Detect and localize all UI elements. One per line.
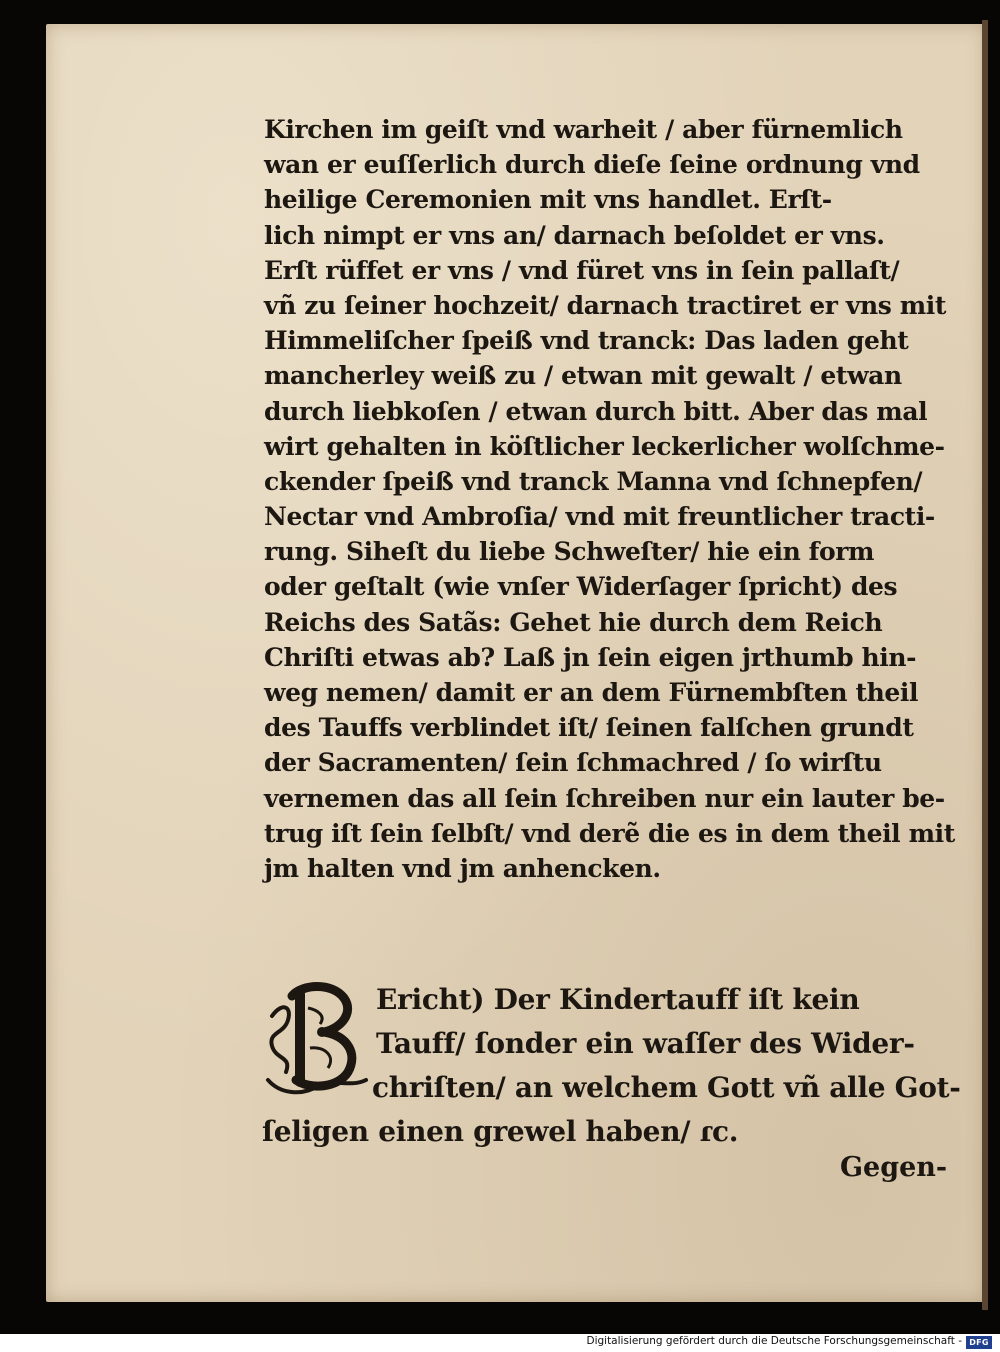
text-line: rung. Siheſt du liebe Schweſter/ hie ein form — [264, 537, 875, 567]
dfg-logo-icon: DFG — [966, 1336, 992, 1349]
text-line: wan er euſſerlich durch dieſe ſeine ordnung vnd — [264, 150, 920, 180]
text-line: vernemen das all ſein ſchreiben nur ein lauter be- — [264, 783, 945, 813]
section-line: Ericht) Der Kindertauff iſt kein — [376, 983, 860, 1016]
text-line: Erſt rüffet er vns / vnd füret vns in ſein pallaſt/ — [264, 255, 900, 285]
footer-bar — [0, 1334, 1000, 1352]
main-text — [264, 112, 955, 886]
text-line: jm halten vnd jm anhencken. — [264, 853, 661, 883]
text-line: Himmeliſcher ſpeiß vnd tranck: Das laden geht — [264, 326, 909, 356]
text-line: durch liebkoſen / etwan durch bitt. Aber das mal — [264, 396, 928, 426]
text-line: mancherley weiß zu / etwan mit gewalt / etwan — [264, 361, 902, 391]
catchword: Gegen- — [840, 1152, 948, 1183]
text-line: heilige Ceremonien mit vns handlet. Erſt- — [264, 185, 832, 215]
text-line: lich nimpt er vns an/ darnach beſoldet er vns. — [264, 220, 885, 250]
text-line: des Tauffs verblindet iſt/ ſeinen falſchen grundt — [264, 713, 914, 743]
page-edge — [982, 20, 988, 1310]
section-line: chriſten/ an welchem Gott vñ alle Got- — [372, 1071, 961, 1104]
text-line: Nectar vnd Ambroſia/ vnd mit freuntlicher tracti- — [264, 502, 935, 532]
text-line: ckender ſpeiß vnd tranck Manna vnd ſchnepfen/ — [264, 466, 923, 496]
text-line: wirt gehalten in köſtlicher leckerlicher wolſchme- — [264, 431, 945, 461]
text-line: der Sacramenten/ ſein ſchmachred / ſo wirſtu — [264, 748, 882, 778]
decorated-initial — [262, 976, 376, 1100]
section-line: Tauff/ ſonder ein waſſer des Wider- — [376, 1027, 915, 1060]
section-line: ſeligen einen grewel haben/ ɾc. — [262, 1115, 739, 1148]
text-line: Kirchen im geiſt vnd warheit / aber fürnemlich — [264, 115, 903, 144]
text-line: Reichs des Satãs: Gehet hie durch dem Reich — [264, 607, 883, 637]
text-line: vñ zu ſeiner hochzeit/ darnach tractiret er vns mit — [264, 290, 947, 320]
text-line: weg nemen/ damit er an dem Fürnembſten theil — [264, 678, 919, 707]
text-line: oder geſtalt (wie vnſer Widerſager ſpricht) des — [264, 572, 898, 602]
funding-notice: Digitalisierung gefördert durch die Deutsche Forschungsgemeinschaft - — [586, 1335, 962, 1347]
initial-letter: B — [262, 976, 263, 977]
text-line: Chriſti etwas ab? Laß jn ſein eigen jrthumb hin- — [264, 642, 917, 672]
text-line: trug iſt ſein ſelbſt/ vnd derẽ die es in dem theil mit — [264, 818, 955, 848]
